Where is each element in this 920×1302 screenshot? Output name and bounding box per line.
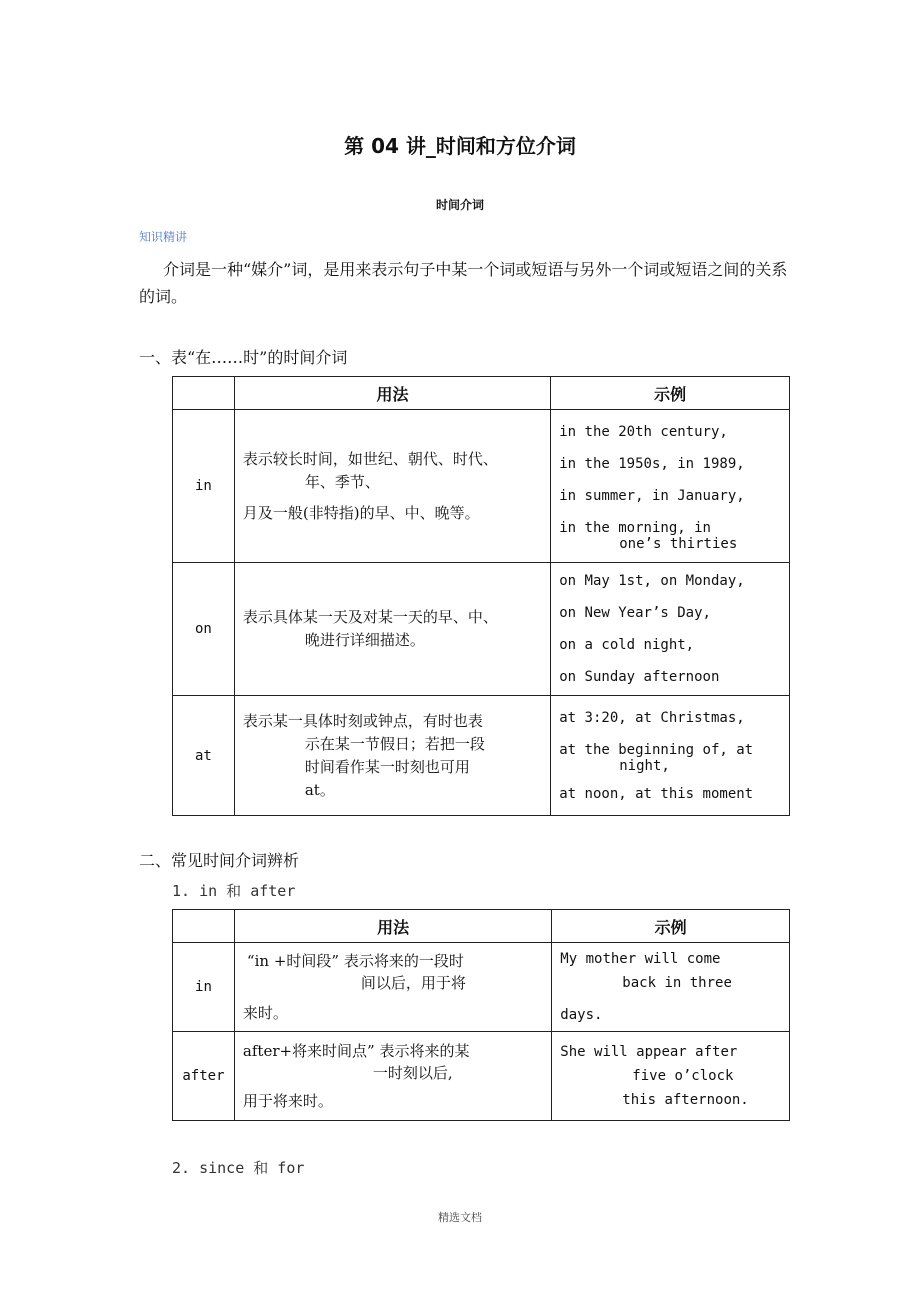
sub-heading-in-after: 1. in 和 after — [172, 882, 296, 900]
prep-word: at — [173, 696, 235, 816]
usage-cell — [234, 1032, 551, 1121]
example-line: in the 20th century, — [559, 424, 728, 440]
example-cell — [551, 410, 790, 563]
example-line: back in three — [622, 975, 732, 991]
table-row — [173, 563, 790, 696]
header-example: 示例 — [551, 377, 790, 410]
usage-line: 间以后，用于将 — [360, 974, 466, 992]
intro-paragraph: 介词是一种“媒介”词，是用来表示句子中某一个词或短语与另外一个词或短语之间的关系的词。 — [139, 260, 788, 306]
example-line: night, — [619, 757, 670, 774]
prep-word: on — [173, 563, 235, 696]
header-cell — [173, 377, 235, 410]
example-line: one’s thirties — [619, 536, 738, 552]
usage-line: 时间看作某一时刻也可用 — [304, 757, 470, 776]
example-cell — [551, 696, 790, 816]
usage-line: at。 — [304, 780, 335, 799]
header-cell — [173, 910, 235, 943]
header-usage: 用法 — [234, 377, 550, 410]
example-line: She will appear after — [560, 1044, 738, 1060]
usage-line: 表示具体某一天及对某一天的早、中、 — [242, 608, 498, 626]
usage-line: 用于将来时。 — [242, 1092, 333, 1110]
example-cell — [552, 1032, 790, 1121]
usage-cell — [234, 696, 550, 816]
example-cell — [551, 563, 790, 696]
usage-line: “in +时间段” 表示将来的一段时 — [246, 952, 464, 970]
usage-line: after+将来时间点” 表示将来的某 — [242, 1042, 470, 1060]
example-line: on Sunday afternoon — [559, 669, 720, 685]
example-line: on New Year’s Day, — [559, 605, 711, 621]
usage-cell — [234, 410, 550, 563]
usage-line: 示在某一节假日；若把一段 — [304, 734, 485, 753]
example-line: at 3:20, at Christmas, — [559, 709, 745, 726]
example-line: days. — [560, 1007, 603, 1023]
usage-line: 月及一般(非特指)的早、中、晚等。 — [242, 503, 480, 522]
example-cell — [552, 943, 790, 1032]
time-prep-table — [172, 376, 790, 816]
example-line: this afternoon. — [622, 1092, 749, 1108]
usage-line: 年、季节、 — [304, 472, 380, 491]
table-row — [173, 943, 790, 1032]
example-line: on May 1st, on Monday, — [559, 573, 745, 589]
section1-heading: 一、表“在……时”的时间介词 — [139, 348, 348, 367]
section2-heading: 二、常见时间介词辨析 — [139, 851, 300, 870]
usage-line: 一时刻以后, — [372, 1064, 453, 1082]
page-title: 第 04 讲_时间和方位介词 — [344, 134, 576, 158]
example-line: My mother will come — [560, 951, 721, 967]
usage-line: 表示较长时间，如世纪、朝代、时代、 — [242, 449, 498, 468]
prep-word: in — [173, 410, 235, 563]
example-line: in the 1950s, in 1989, — [559, 456, 745, 472]
example-line: five o’clock — [632, 1068, 734, 1084]
page-footer: 精选文档 — [438, 1211, 482, 1224]
section-subtitle: 时间介词 — [435, 198, 484, 212]
usage-line: 表示某一具体时刻或钟点，有时也表 — [242, 711, 483, 730]
knowledge-tag: 知识精讲 — [139, 230, 188, 244]
table-row — [173, 1032, 790, 1121]
table-row — [173, 696, 790, 816]
sub-heading-since-for: 2. since 和 for — [172, 1159, 305, 1177]
example-line: in summer, in January, — [559, 488, 745, 504]
table-row — [173, 410, 790, 563]
prep-word: in — [173, 943, 235, 1032]
usage-line: 来时。 — [242, 1004, 288, 1022]
prep-word: after — [173, 1032, 235, 1121]
usage-line: 晚进行详细描述。 — [304, 631, 425, 649]
example-line: at noon, at this moment — [559, 785, 754, 802]
header-usage: 用法 — [234, 910, 551, 943]
example-line: on a cold night, — [559, 637, 695, 653]
table-header-row — [173, 377, 790, 410]
usage-cell — [234, 943, 551, 1032]
header-example: 示例 — [552, 910, 790, 943]
usage-cell — [234, 563, 550, 696]
table-header-row — [173, 910, 790, 943]
example-line: in the morning, in — [559, 520, 711, 536]
in-after-table — [172, 909, 790, 1121]
example-line: at the beginning of, at — [559, 741, 754, 758]
